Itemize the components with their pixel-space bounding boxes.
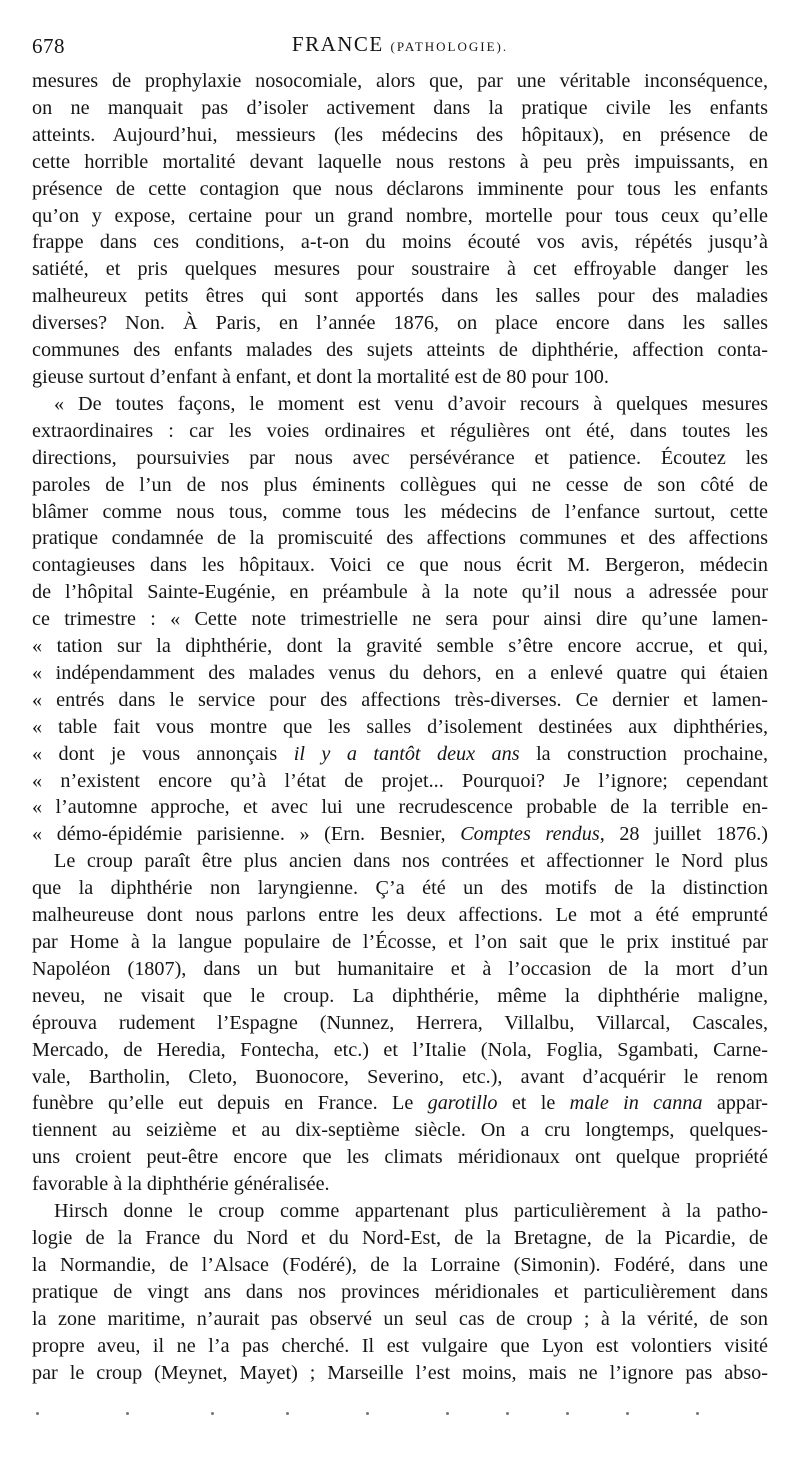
scan-dot — [366, 1412, 369, 1415]
running-subtitle: (PATHOLOGIE). — [390, 39, 509, 54]
text-line — [32, 741, 768, 768]
text-line: « table fait vous montre que les salles d’isolement destinées aux diphthéries, — [32, 715, 768, 738]
text-segment: , 28 juillet 1876.) — [599, 823, 768, 846]
text-line: communes des enfants malades des sujets atteints de diphthérie, affection conta- — [32, 339, 768, 362]
text-line: gieuse surtout d’enfant à enfant, et dont la mortalité est de 80 pour 100. — [32, 365, 609, 388]
text-line: malheureuse dont nous parlons entre les deux affections. Le mot a été emprunté — [32, 904, 768, 927]
scan-dot — [126, 1412, 129, 1415]
text-line: paroles de l’un de nos plus éminents collègues qui ne cesse de son côté de — [32, 473, 768, 496]
text-line: on ne manquait pas d’isoler activement dans la pratique civile les enfants — [32, 96, 768, 119]
bottom-dots — [36, 1412, 736, 1420]
text-line: contagieuses dans les hôpitaux. Voici ce que nous écrit M. Bergeron, médecin — [32, 554, 768, 577]
text-line: logie de la France du Nord et du Nord-Est, de la Bretagne, de la Picardie, de — [32, 1226, 768, 1249]
text-line: qu’on y expose, certaine pour un grand nombre, mortelle pour tous ceux qu’elle — [32, 204, 768, 227]
text-line: présence de cette contagion que nous déclarons imminente pour tous les enfants — [32, 177, 768, 200]
body-text — [32, 68, 768, 1386]
text-line: « indépendamment des malades venus du dehors, en a enlevé quatre qui étaien — [32, 661, 768, 684]
book-page — [32, 28, 768, 1386]
page-number: 678 — [32, 34, 65, 58]
italic-segment: Comptes rendus — [460, 823, 600, 846]
text-line: blâmer comme nous tous, comme tous les médecins de l’enfance surtout, cette — [32, 500, 768, 523]
text-line: que la diphthérie non laryngienne. Ç’a été un des motifs de la distinction — [32, 877, 768, 900]
text-line — [32, 821, 768, 848]
scan-dot — [566, 1412, 569, 1415]
text-line: diverses? Non. À Paris, en l’année 1876, on place encore dans les salles — [32, 312, 768, 335]
text-line: mesures de prophylaxie nosocomiale, alors que, par une véritable inconséquence, — [32, 70, 768, 92]
text-line: la zone maritime, n’aurait pas observé un seul cas de croup ; à la vérité, de son — [32, 1307, 768, 1330]
text-line: « De toutes façons, le moment est venu d’avoir recours à quelques mesures — [54, 392, 768, 415]
text-segment: et le — [497, 1092, 570, 1115]
italic-segment: garotillo — [427, 1092, 498, 1115]
scan-dot — [211, 1412, 214, 1415]
text-line: Hirsch donne le croup comme appartenant plus particulièrement à la patho- — [54, 1200, 768, 1223]
scan-dot — [286, 1412, 289, 1415]
text-line: la Normandie, de l’Alsace (Fodéré), de la Lorraine (Simonin). Fodéré, dans une — [32, 1253, 768, 1276]
text-line: atteints. Aujourd’hui, messieurs (les médecins des hôpitaux), en présence de — [32, 123, 768, 146]
text-line: « tation sur la diphthérie, dont la gravité semble s’être encore accrue, et qui, — [32, 635, 768, 658]
text-line: directions, poursuivies par nous avec persévérance et patience. Écoutez les — [32, 446, 768, 469]
text-line: satiété, et pris quelques mesures pour soustraire à cet effroyable danger les — [32, 258, 768, 281]
italic-segment: male in canna — [569, 1092, 703, 1115]
text-line: de l’hôpital Sainte-Eugénie, en préambule à la note qu’il nous a adressée pour — [32, 581, 768, 604]
text-line: extraordinaires : car les voies ordinaires et régulières ont été, dans toutes les — [32, 419, 768, 442]
text-line: par le croup (Meynet, Mayet) ; Marseille l’est moins, mais ne l’ignore pas abso- — [32, 1361, 768, 1384]
text-line: éprouva rudement l’Espagne (Nunnez, Herrera, Villalbu, Villarcal, Cascales, — [32, 1011, 768, 1034]
text-line: pratique de vingt ans dans nos provinces méridionales et particulièrement dans — [32, 1280, 768, 1303]
text-line: pratique condamnée de la promiscuité des affections communes et des affections — [32, 527, 768, 550]
scan-dot — [506, 1412, 509, 1415]
text-line: Napoléon (1807), dans un but humanitaire et à l’occasion de la mort d’un — [32, 957, 768, 980]
text-line: tiennent au seizième et au dix-septième siècle. On a cru longtemps, quelques- — [32, 1119, 768, 1142]
text-segment: la construction prochaine, — [519, 742, 768, 765]
scan-dot — [696, 1412, 699, 1415]
text-segment: appar- — [702, 1092, 768, 1115]
text-line: « n’existent encore qu’à l’état de projet... Pourquoi? Je l’ignore; cependant — [32, 769, 768, 792]
text-line: favorable à la diphthérie généralisée. — [32, 1173, 330, 1196]
scan-dot — [446, 1412, 449, 1415]
text-line: vale, Bartholin, Cleto, Buonocore, Severino, etc.), avant d’acquérir le renom — [32, 1065, 768, 1088]
page-header — [32, 28, 768, 68]
text-line — [32, 1090, 768, 1117]
text-line: « l’automne approche, et avec lui une recrudescence probable de la terrible en- — [32, 796, 768, 819]
text-segment: funèbre qu’elle eut depuis en France. Le — [32, 1092, 428, 1115]
text-line: ce trimestre : « Cette note trimestrielle ne sera pour ainsi dire qu’une lamen- — [32, 608, 768, 631]
running-head — [32, 32, 768, 57]
scan-dot — [36, 1412, 39, 1415]
italic-segment: il y a tantôt deux ans — [293, 742, 520, 765]
text-line: propre aveu, il ne l’a pas cherché. Il est vulgaire que Lyon est volontiers visité — [32, 1334, 768, 1357]
text-line: cette horrible mortalité devant laquelle nous restons à peu près impuissants, en — [32, 150, 768, 173]
text-segment: « dont je vous annonçais — [32, 742, 294, 765]
text-line: par Home à la langue populaire de l’Écosse, et l’on sait que le prix institué par — [32, 931, 768, 953]
text-line: Le croup paraît être plus ancien dans nos contrées et affectionner le Nord plus — [54, 850, 768, 873]
running-title: FRANCE — [291, 32, 384, 56]
text-line: uns croient peut-être encore que les climats méridionaux ont quelque propriété — [32, 1146, 768, 1169]
scan-dot — [626, 1412, 629, 1415]
text-segment: « démo-épidémie parisienne. » (Ern. Besnier, — [32, 823, 461, 846]
text-line: neveu, ne visait que le croup. La diphthérie, même la diphthérie maligne, — [32, 984, 768, 1007]
text-line: Mercado, de Heredia, Fontecha, etc.) et l’Italie (Nola, Foglia, Sgambati, Carne- — [32, 1038, 768, 1061]
text-line: frappe dans ces conditions, a-t-on du moins écouté vos avis, répétés jusqu’à — [32, 231, 768, 254]
text-line: « entrés dans le service pour des affections très-diverses. Ce dernier et lamen- — [32, 688, 768, 711]
text-line: malheureux petits êtres qui sont apportés dans les salles pour des maladies — [32, 285, 768, 308]
